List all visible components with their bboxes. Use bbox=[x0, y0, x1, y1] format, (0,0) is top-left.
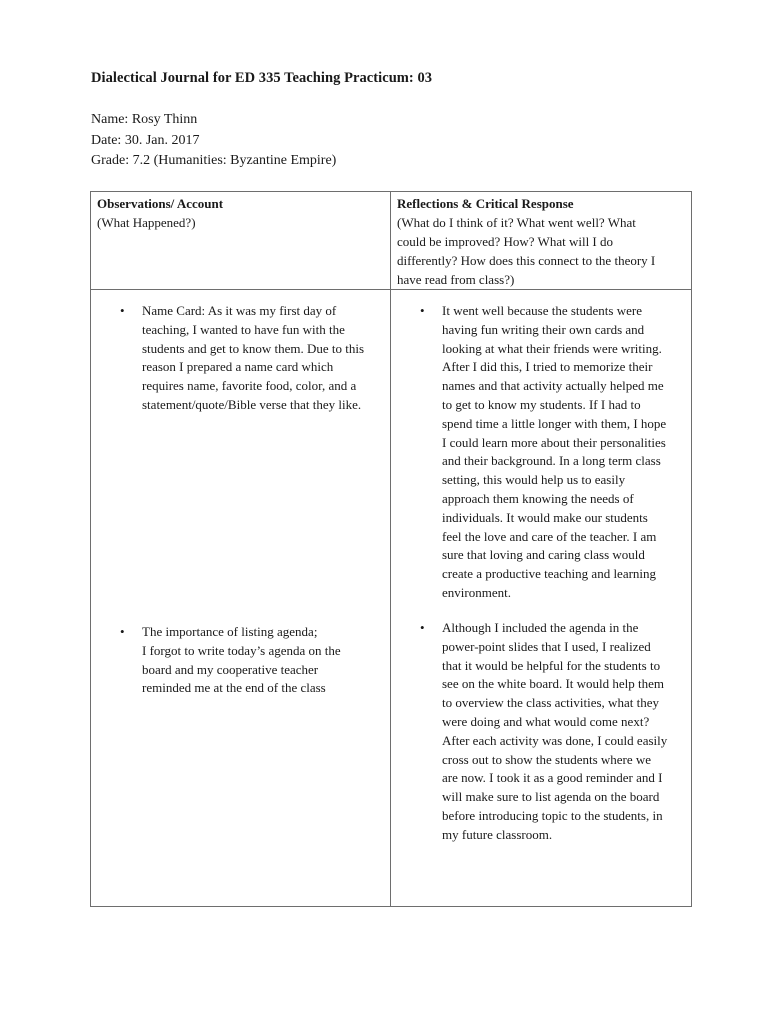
entry-line: environment. bbox=[442, 584, 511, 600]
entry-line: The importance of listing agenda; bbox=[142, 624, 318, 639]
entry-line: having fun writing their own cards and bbox=[442, 321, 645, 337]
reflection-entry-name-card bbox=[420, 302, 667, 603]
reflections-subheading-line: have read from class?) bbox=[397, 272, 515, 287]
entry-line: teaching, I wanted to have fun with the bbox=[142, 321, 345, 337]
reflections-cell bbox=[391, 290, 692, 907]
entry-line: students and get to know them. Due to this bbox=[142, 340, 365, 356]
entry-line: are now. I took it as a good reminder and I bbox=[442, 770, 663, 786]
entry-line: statement/quote/Bible verse that they like. bbox=[142, 396, 362, 412]
reflection-entry-agenda bbox=[420, 619, 668, 845]
reflections-subheading bbox=[397, 213, 685, 289]
entry-line: setting, this would help us to easily bbox=[442, 472, 626, 488]
reflections-subheading-line: (What do I think of it? What went well? What bbox=[397, 215, 636, 230]
entry-line: reminded me at the end of the class bbox=[142, 680, 326, 696]
bullet-icon: • bbox=[420, 303, 425, 318]
grade-line: Grade: 7.2 (Humanities: Byzantine Empire) bbox=[91, 153, 337, 168]
entry-line: that it would be helpful for the students to bbox=[442, 657, 661, 673]
observations-header bbox=[91, 192, 391, 290]
journal-meta bbox=[91, 110, 336, 172]
table-header-row bbox=[91, 192, 692, 290]
entry-line: power-point slides that I used, I realized bbox=[442, 638, 651, 654]
entry-line: It went well because the students were bbox=[442, 303, 642, 318]
reflections-subheading-line: could be improved? How? What will I do bbox=[397, 234, 614, 249]
observations-subheading: (What Happened?) bbox=[97, 215, 196, 230]
entry-line: before introducing topic to the students, in bbox=[442, 807, 663, 823]
entry-line: were doing and what would come next? bbox=[442, 713, 650, 729]
bullet-icon: • bbox=[420, 620, 425, 635]
journal-table bbox=[90, 191, 692, 907]
entry-line: sure that loving and caring class would bbox=[442, 547, 645, 563]
entry-line: cross out to show the students where we bbox=[442, 751, 652, 767]
entry-line: see on the white board. It would help them bbox=[442, 676, 665, 692]
reflections-header bbox=[391, 192, 692, 290]
journal-title: Dialectical Journal for ED 335 Teaching Practicum: 03 bbox=[91, 70, 433, 86]
entry-line: looking at what their friends were writing. bbox=[442, 340, 662, 356]
bullet-icon: • bbox=[120, 624, 125, 639]
reflections-subheading-line: differently? How does this connect to the theory I bbox=[397, 253, 656, 268]
observations-cell bbox=[91, 290, 391, 907]
entry-line: Although I included the agenda in the bbox=[442, 620, 639, 635]
entry-line: After each activity was done, I could easily bbox=[442, 732, 668, 748]
entry-line: feel the love and care of the teacher. I am bbox=[442, 528, 657, 544]
entry-line: spend time a little longer with them, I hope bbox=[442, 415, 667, 431]
entry-line: Name Card: As it was my first day of bbox=[142, 303, 337, 318]
entry-line: After I did this, I tried to memorize their bbox=[442, 359, 653, 375]
entry-line: requires name, favorite food, color, and a bbox=[142, 378, 357, 394]
bullet-icon: • bbox=[120, 303, 125, 318]
entry-line: names and that activity actually helped me bbox=[442, 378, 664, 394]
entry-line: to get to know my students. If I had to bbox=[442, 396, 641, 412]
table-body-row bbox=[91, 290, 692, 907]
entry-line: my future classroom. bbox=[442, 826, 553, 842]
date-line: Date: 30. Jan. 2017 bbox=[91, 132, 200, 148]
entry-line: and their background. In a long term class bbox=[442, 453, 661, 469]
entry-line: approach them knowing the needs of bbox=[442, 490, 634, 506]
entry-line: board and my cooperative teacher bbox=[142, 661, 319, 677]
entry-line: create a productive teaching and learning bbox=[442, 566, 657, 582]
entry-line: individuals. It would make our students bbox=[442, 509, 648, 525]
reflections-heading: Reflections & Critical Response bbox=[397, 196, 574, 211]
observation-entry-agenda bbox=[120, 623, 341, 698]
observation-entry-name-card bbox=[120, 302, 365, 415]
entry-line: reason I prepared a name card which bbox=[142, 359, 334, 375]
observations-heading: Observations/ Account bbox=[97, 196, 224, 211]
entry-line: to overview the class activities, what they bbox=[442, 695, 659, 711]
entry-line: I forgot to write today’s agenda on the bbox=[142, 642, 341, 658]
name-line: Name: Rosy Thinn bbox=[91, 112, 198, 127]
entry-line: I could learn more about their personalities bbox=[442, 434, 666, 450]
entry-line: will make sure to list agenda on the board bbox=[442, 789, 660, 805]
